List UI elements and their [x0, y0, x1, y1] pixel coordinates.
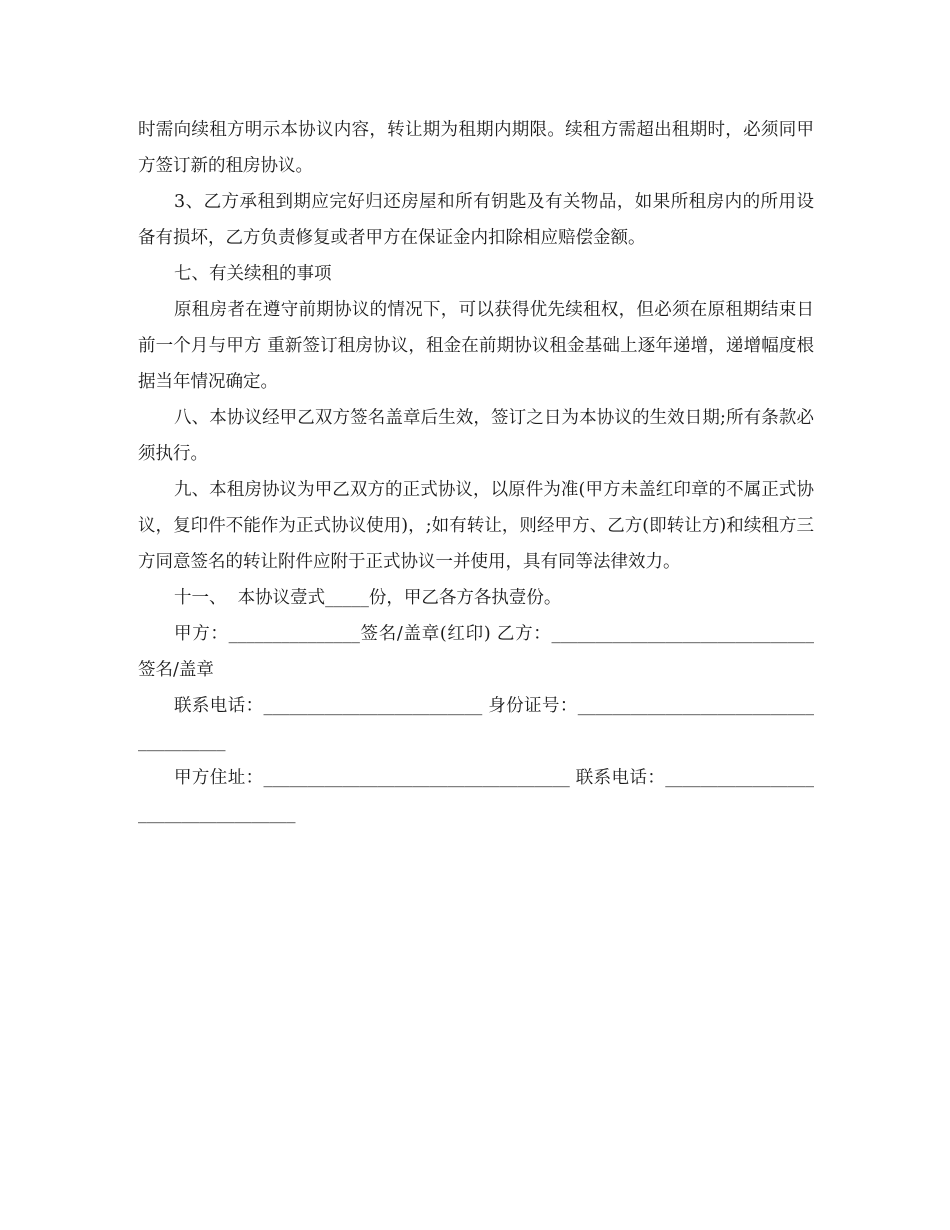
paragraph-section-9-official: 九、本租房协议为甲乙双方的正式协议，以原件为准(甲方未盖红印章的不属正式协议，复印件不能作为正式协议使用)，;如有转让，则经甲方、乙方(即转让方)和续租方三方同意签名的转让附件应附于正式协议一并使用，具有同等法律效力。: [138, 480, 814, 572]
paragraph-renewal-terms: 原租房者在遵守前期协议的情况下，可以获得优先续租权，但必须在原租期结束日前一个月与甲方 重新签订租房协议，租金在前期协议租金基础上逐年递增，递增幅度根据当年情况确定。: [138, 300, 814, 392]
paragraph-section-11-copies: 十一、 本协议壹式_____份，甲乙各方各执壹份。: [174, 588, 562, 608]
contact-phone-id-line: 联系电话：_________________________ 身份证号：_____________________________________: [138, 696, 814, 752]
heading-section-7-renewal: 七、有关续租的事项: [174, 264, 332, 284]
paragraph-clause-3-return: 3、乙方承租到期应完好归还房屋和所有钥匙及有关物品，如果所租房内的所用设备有损坏，乙方负责修复或者甲方在保证金内扣除相应赔偿金额。: [138, 192, 814, 248]
document-body: [138, 112, 814, 832]
address-phone-line: 甲方住址：___________________________________ 联系电话：___________________________________: [138, 768, 814, 824]
paragraph-section-8-effective: 八、本协议经甲乙双方签名盖章后生效，签订之日为本协议的生效日期;所有条款必须执行。: [138, 408, 814, 464]
paragraph-transfer-continuation: 时需向续租方明示本协议内容，转让期为租期内期限。续租方需超出租期时，必须同甲方签订新的租房协议。: [138, 120, 814, 176]
signature-line-parties: 甲方：_______________签名/盖章(红印) 乙方：______________________________签名/盖章: [138, 624, 814, 680]
